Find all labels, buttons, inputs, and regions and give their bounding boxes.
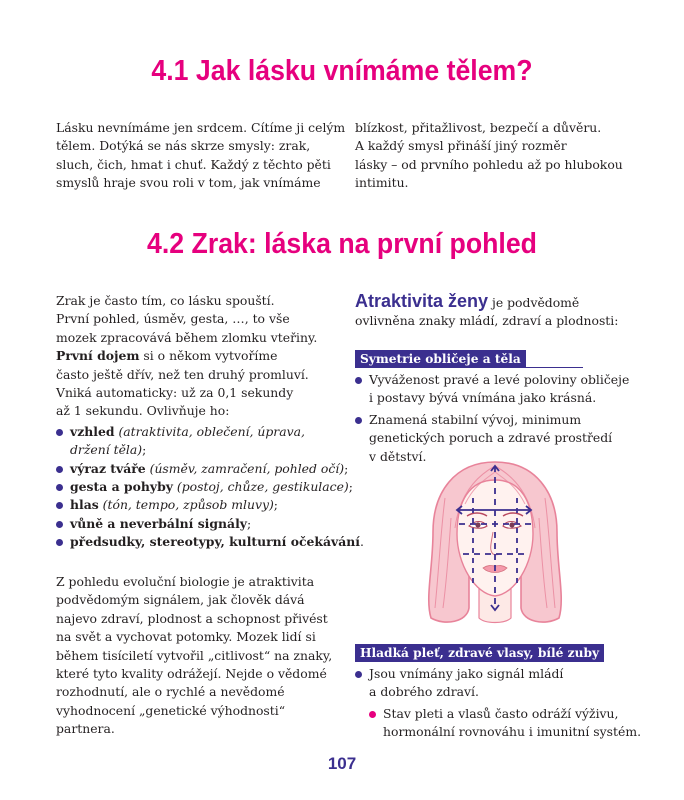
skin-list [355,665,655,742]
list-item [355,665,655,702]
text-line: blízkost, přitažlivost, bezpečí a důvěru. [355,120,602,135]
text-fragment: je podvědomě [488,295,580,310]
text-line: které tyto kvality odrážejí. Nejde o vědomé [56,666,327,682]
text-line: Vyváženost pravé a levé poloviny obličeje [369,372,630,387]
text-line: v dětství. [369,448,427,464]
list-item [56,515,346,533]
text-line: smyslů hraje svou roli v tom, jak vnímáme [56,175,321,191]
text-line: A každý smysl přináší jiný rozměr [355,138,567,154]
text-line: Vniká automaticky: už za 0,1 sekundy [56,385,294,401]
list-item [355,371,655,408]
bullet-icon [369,711,376,718]
factor-term: vůně a neverbální signály [70,515,247,531]
evolution-paragraph [56,573,346,739]
text-line: Jsou vnímány jako signál mládí [369,666,564,681]
first-impression-line [56,347,346,365]
impression-factors-list [56,423,364,552]
punctuation: . [359,534,364,550]
page-number: 107 [327,754,357,773]
factor-term: vzhled [70,423,115,439]
label-underline [355,367,583,368]
text-line: partnera. [56,721,115,737]
symmetry-list [355,371,655,466]
bullet-icon [355,417,362,424]
list-item [56,533,364,551]
text-line: a dobrého zdraví. [369,684,479,700]
factor-detail: (atraktivita, oblečení, úprava, [114,423,305,439]
bullet-icon [56,429,63,436]
punctuation: ; [246,515,252,531]
symmetric-face-illustration [415,458,575,630]
text-line: hormonální rovnováhu i imunitní systém. [383,724,642,740]
bullet-icon [56,502,63,509]
text-line: lásky – od prvního pohledu až po hlubokou [355,156,623,172]
first-impression-term: První dojem [56,348,140,364]
text-line: rozhodnutí, ale o rychlé a nevědomé [56,684,285,700]
attractiveness-title-line [355,292,655,312]
text-line: vyhodnocení „genetické výhodnosti“ [56,702,286,718]
factor-term: předsudky, stereotypy, kulturní očekávání [70,534,360,550]
bullet-icon [56,521,63,528]
factor-detail: (úsměv, zamračení, pohled očí) [145,460,345,476]
text-line: i postavy bývá vnímána jako krásná. [369,390,597,406]
attractiveness-title: Atraktivita ženy [355,291,489,311]
list-item [56,496,346,514]
punctuation: ; [273,497,278,513]
bullet-icon [56,484,63,491]
text-line: Stav pleti a vlasů často odráží výživu, [383,705,619,721]
factor-term: gesta a pohyby [70,479,173,495]
bullet-icon [56,539,63,546]
text-line: sluch, čich, hmat i chuť. Každý z těchto pěti [56,156,331,172]
factor-detail: (tón, tempo, způsob mluvy) [98,497,274,513]
text-line: ovlivněna znaky mládí, zdraví a plodnosti: [355,313,619,329]
list-item [369,705,655,742]
list-item [56,478,353,496]
bullet-icon [355,671,362,678]
section-4-1-heading: 4.1 Jak lásku vnímáme tělem? [151,55,533,87]
punctuation: ; [142,442,147,458]
text-line: Znamená stabilní vývoj, minimum [369,411,582,427]
left-column [56,292,364,552]
section-4-2-heading: 4.2 Zrak: láska na první pohled [147,228,537,260]
attractiveness-intro [355,292,655,331]
text-line: Lásku nevnímáme jen srdcem. Cítíme ji celým [56,120,346,135]
skin-hair-teeth-label: Hladká pleť, zdravé vlasy, bílé zuby [355,644,604,662]
label-underline [355,661,577,662]
text-line: První pohled, úsměv, gesta, …, to vše [56,311,290,327]
punctuation: ; [344,460,349,476]
bullet-icon [355,377,362,384]
section-4-1-right-text [355,119,645,193]
factor-detail: (postoj, chůze, gestikulace) [172,479,349,495]
section-4-1-left-text [56,119,346,193]
symmetry-label: Symetrie obličeje a těla [355,350,526,368]
text-line: genetických poruch a zdravé prostředí [369,430,613,446]
text-line: často ještě dřív, než ten druhý promluví. [56,366,309,382]
text-line: během tisíciletí vytvořil „citlivost“ na znaky, [56,647,333,663]
factor-detail: držení těla) [70,442,143,458]
text-line: intimitu. [355,175,409,191]
text-line: až 1 sekundu. Ovlivňuje ho: [56,403,230,419]
text-line: Z pohledu evoluční biologie je atraktivita [56,574,315,589]
text-line: podvědomým signálem, jak člověk dává [56,592,305,608]
factor-term: hlas [70,497,99,513]
punctuation: ; [348,479,353,495]
text-line: Zrak je často tím, co lásku spouští. [56,293,275,308]
text-line: najevo zdraví, plodnost a schopnost přivést [56,610,328,626]
text-line: na svět a vychovat potomky. Mozek lidí si [56,629,316,645]
text-line: tělem. Dotýká se nás skrze smysly: zrak, [56,138,311,154]
text-line: mozek zpracovává během zlomku vteřiny. [56,329,318,345]
list-item [56,460,349,478]
bullet-icon [56,466,63,473]
text-fragment: si o někom vytvoříme [139,348,278,364]
factor-term: výraz tváře [70,460,146,476]
list-item [56,423,346,460]
